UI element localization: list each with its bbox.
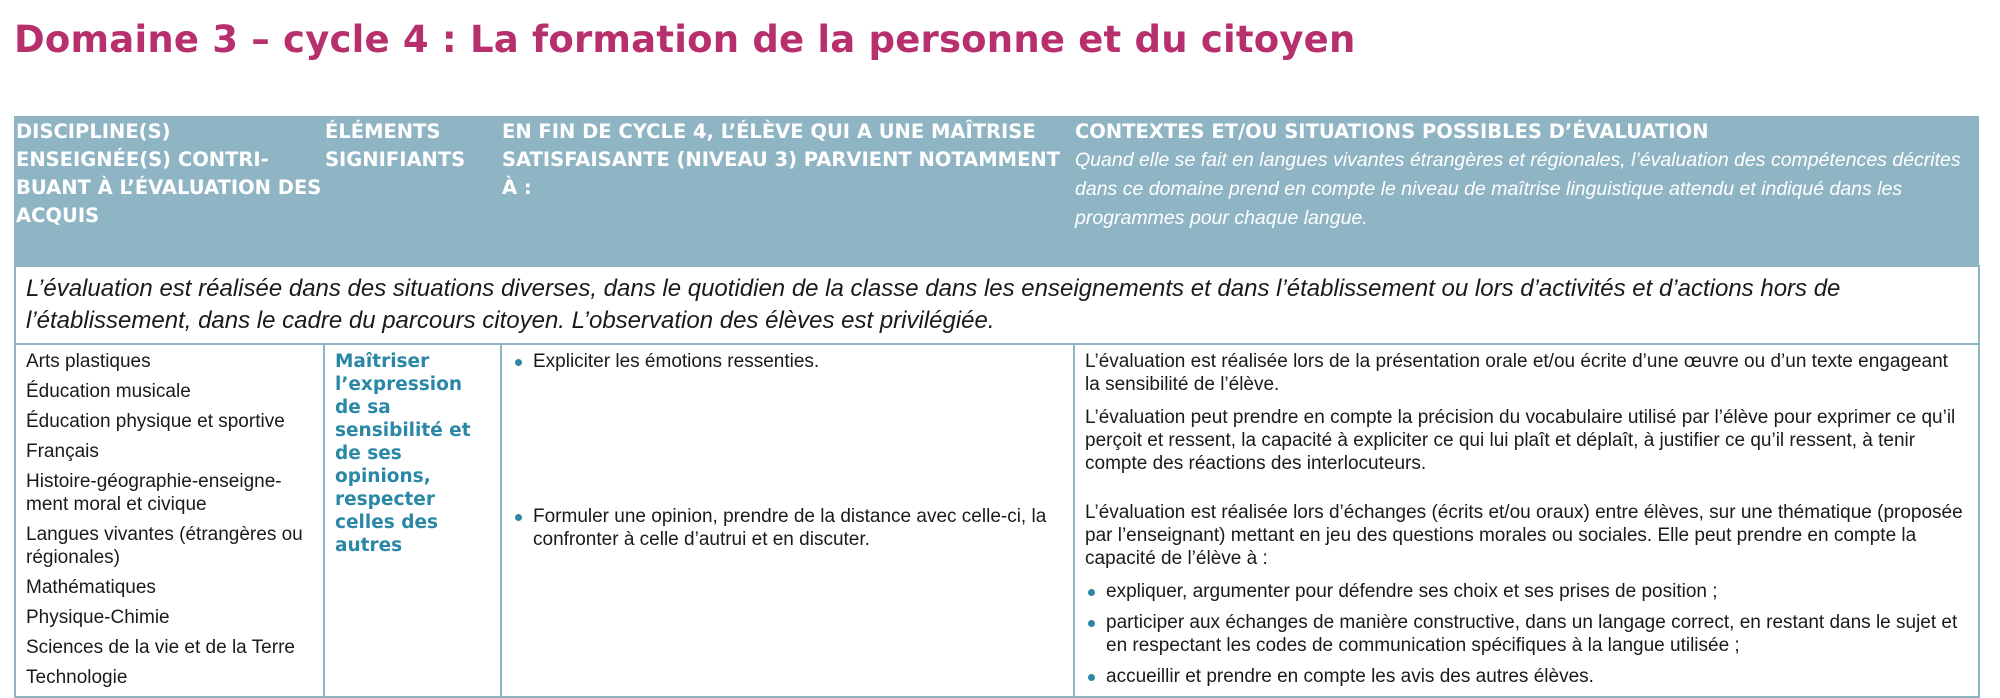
discipline-item: Éducation physique et sportive (26, 411, 285, 432)
header-row (15, 117, 1979, 266)
intro-row (15, 266, 1979, 344)
header-contexts (1074, 117, 1979, 266)
evaluation-table (14, 116, 1980, 698)
elements-cell (324, 344, 501, 697)
competence-item: Formuler une opinion, prendre de la distance avec celle-ci, la confronter à celle d’autrui et en discuter. (512, 505, 1063, 551)
context-bullets (1085, 580, 1968, 688)
discipline-item: Mathématiques (26, 577, 156, 598)
context-paragraph: L’évaluation est réalisée lors de la présentation orale et/ou écrite d’une œuvre ou d’un texte engageant la sensibilité de l’élève. (1085, 351, 1948, 395)
context-bullet: expliquer, argumenter pour défendre ses choix et ses prises de position ; (1085, 580, 1968, 603)
discipline-item: Langues vivantes (étrangères ou régionales) (26, 524, 303, 568)
context-bullet: accueillir et prendre en compte les avis des autres élèves. (1085, 665, 1968, 688)
disciplines-list (16, 345, 323, 689)
header-contexts-title: CONTEXTES ET/OU SITUATIONS POSSIBLES D’ÉVALUATION (1075, 120, 1709, 143)
discipline-item: Arts plastiques (26, 351, 151, 372)
header-disciplines: DISCIPLINE(S) ENSEIGNÉE(S) CONTRIBUANT À L’ÉVALUATION DES ACQUIS (15, 117, 324, 266)
competences-list (502, 345, 1073, 551)
discipline-item: Éducation musicale (26, 381, 191, 402)
elements-text: Maîtriser l’expression de sa sensibilité et de ses opinions, respecter celles des autres (335, 351, 471, 556)
contexts-cell (1074, 344, 1979, 697)
disciplines-cell (15, 344, 324, 697)
discipline-item: Physique-Chimie (26, 607, 170, 628)
context-paragraph: L’évaluation peut prendre en compte la précision du vocabulaire utilisé par l’élève pour exprimer ce qu’il perçoit et ressent, la capacité à expliciter ce qui lui plaît et déplaît, à justifier ce qu’il ressent, à tenir compte des réactions des interlocuteurs. (1085, 407, 1956, 474)
discipline-item: Français (26, 441, 99, 462)
intro-text: L’évaluation est réalisée dans des situations diverses, dans le quotidien de la classe dans les enseignements et dans l’établissement ou lors d’activités et d’actions hors de l’établissement, dans le cadre du parcours citoyen. L’observation des élèves est privilégiée. (15, 266, 1979, 344)
header-contexts-subtitle: Quand elle se fait en langues vivantes étrangères et régionales, l’évaluation des compétences décrites dans ce domaine prend en compte le niveau de maîtrise linguistique attendu et indiqué dans les programmes pour chaque langue. (1075, 149, 1961, 229)
content-row (15, 344, 1979, 697)
competence-item: Expliciter les émotions ressenties. (512, 350, 1063, 373)
page-title: Domaine 3 – cycle 4 : La formation de la personne et du citoyen (14, 18, 1356, 61)
header-elements: ÉLÉMENTS SIGNIFIANTS (324, 117, 501, 266)
header-competences: EN FIN DE CYCLE 4, L’ÉLÈVE QUI A UNE MAÎTRISE SATISFAISANTE (NIVEAU 3) PARVIENT NOTAMMENT À : (501, 117, 1074, 266)
discipline-item: Sciences de la vie et de la Terre (26, 637, 295, 658)
context-bullet: participer aux échanges de manière constructive, dans un langage correct, en restant dans le sujet et en respectant les codes de communication spécifiques à la langue utilisée ; (1085, 611, 1968, 657)
discipline-item: Technologie (26, 667, 128, 688)
competences-cell (501, 344, 1074, 697)
context-paragraph: L’évaluation est réalisée lors d’échanges (écrits et/ou oraux) entre élèves, sur une thématique (proposée par l’enseignant) mettant en jeu des questions morales ou sociales. Elle peut prendre en compte la capacité de l’élève à : (1085, 502, 1963, 569)
discipline-item: Histoire-géographie-enseignement moral et civique (26, 471, 282, 515)
